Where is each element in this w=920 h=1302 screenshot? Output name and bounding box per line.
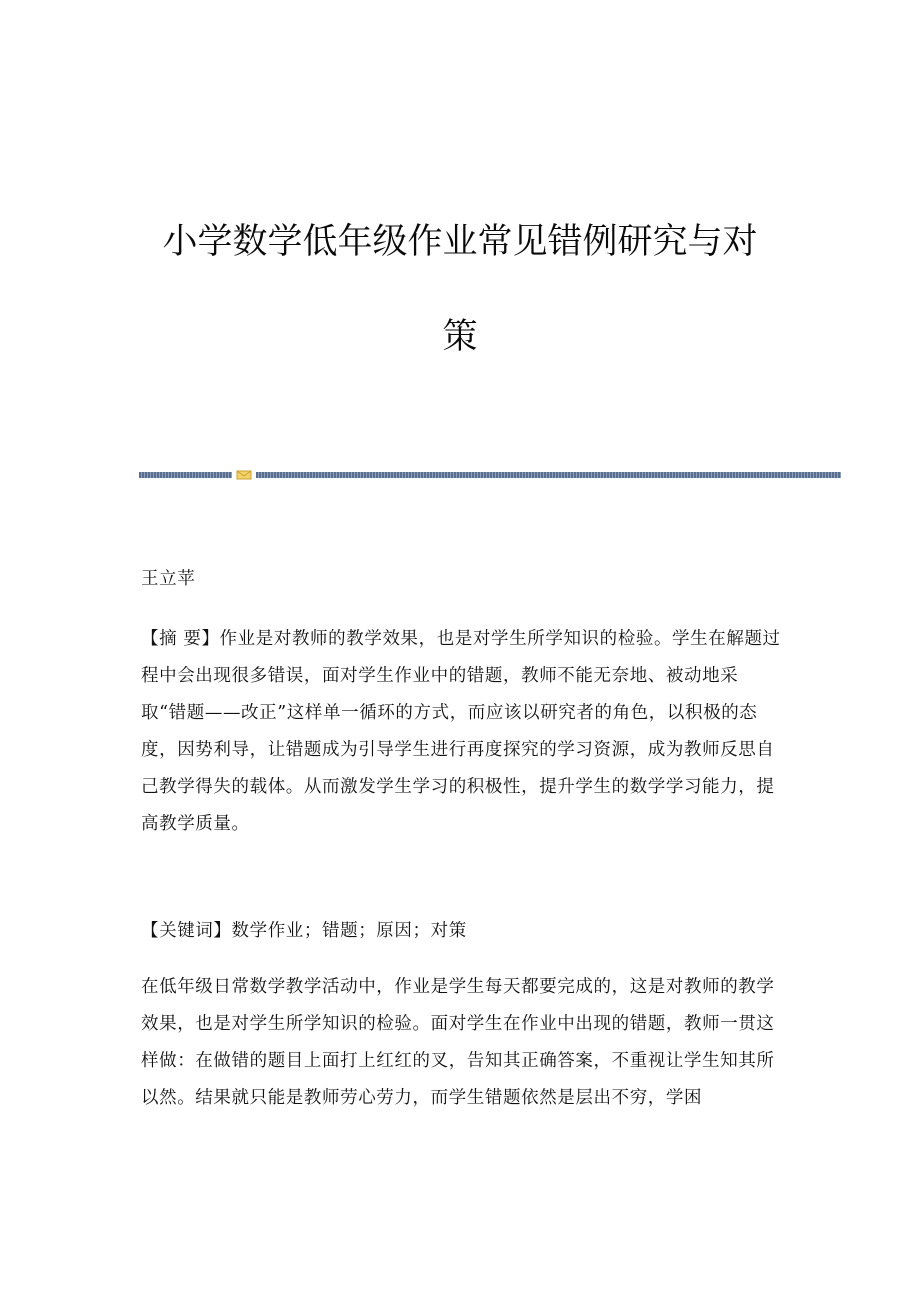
body-paragraph: 在低年级日常数学教学活动中，作业是学生每天都要完成的，这是对教师的教学效果，也是对学生所学知识的检验。面对学生在作业中出现的错题，教师一贯这样做：在做错的题目上面打上红红的叉，告知其正确答案，不重视让学生知其所以然。结果就只能是教师劳心劳力，而学生错题依然是层出不穷，学困 xyxy=(141,977,775,1108)
envelope-ornament-icon xyxy=(236,470,252,480)
document-title-line-2: 策 xyxy=(442,317,478,357)
author-name: 王立苹 xyxy=(141,569,196,589)
keywords-line: 【关键词】数学作业；错题；原因；对策 xyxy=(141,921,467,941)
title-divider xyxy=(139,470,841,480)
divider-bar-left xyxy=(139,472,232,478)
document-title-line-1: 小学数学低年级作业常见错例研究与对 xyxy=(162,222,758,262)
divider-bar-right xyxy=(256,472,841,478)
abstract-paragraph: 【摘 要】作业是对教师的教学效果，也是对学生所学知识的检验。学生在解题过程中会出现很多错误，面对学生作业中的错题，教师不能无奈地、被动地采取“错题——改正”这样单一循环的方式，而应该以研究者的角色，以积极的态度，因势利导，让错题成为引导学生进行再度探究的学习资源，成为教师反思自己教学得失的载体。从而激发学生学习的积极性，提升学生的数学学习能力，提高教学质量。 xyxy=(141,629,781,834)
